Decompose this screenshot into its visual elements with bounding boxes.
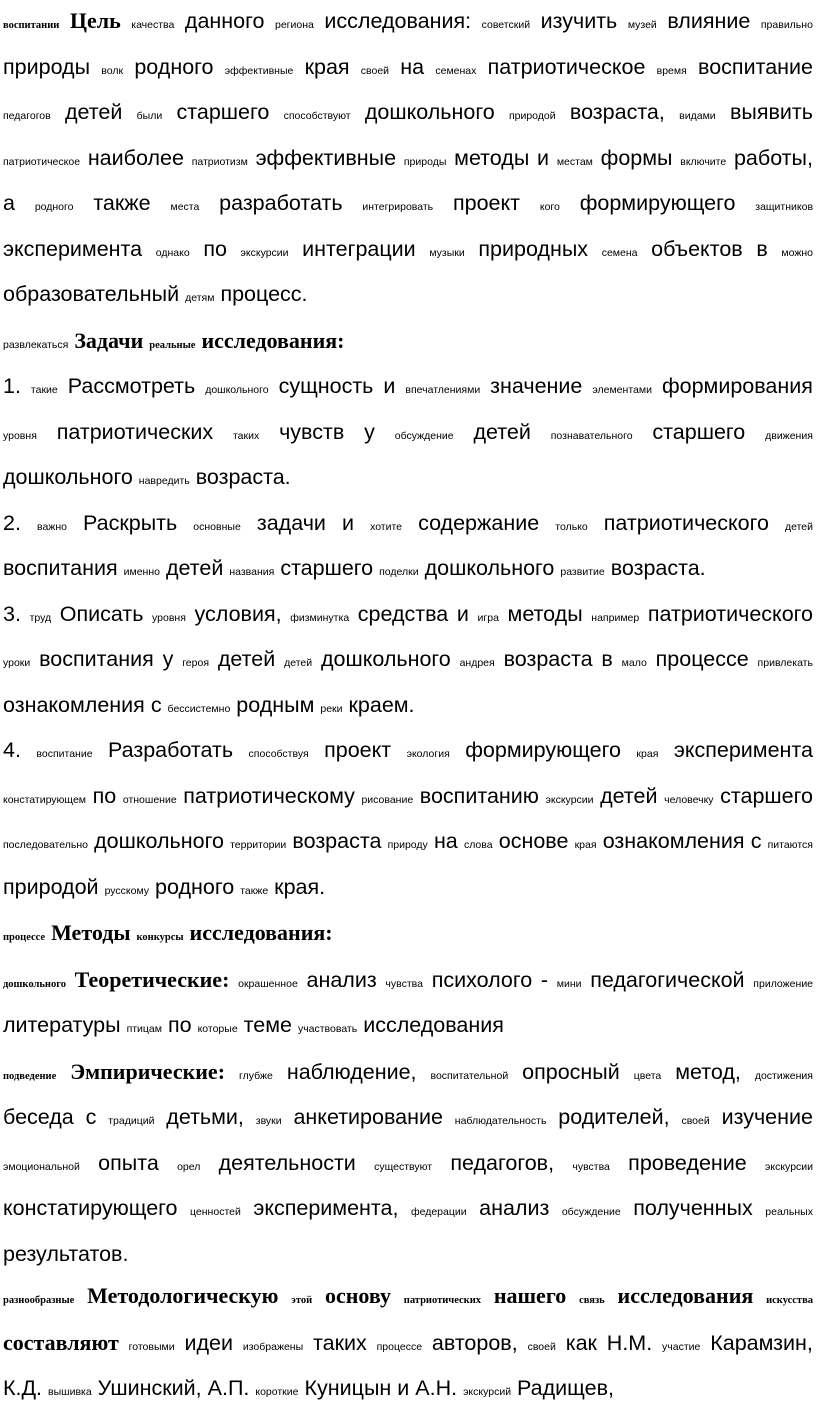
word: дошкольного: [3, 465, 133, 489]
inserted-word: андрея: [459, 657, 495, 669]
inserted-word: своей: [360, 64, 390, 77]
inserted-word: интегрировать: [362, 201, 434, 213]
word: родителей,: [558, 1105, 670, 1129]
word: психолого: [431, 967, 533, 992]
inserted-word: кого: [539, 201, 560, 213]
word: эксперимента: [3, 236, 143, 261]
word: наблюдение,: [286, 1059, 417, 1084]
word: дошкольного: [424, 556, 555, 580]
inserted-word: основные: [193, 520, 241, 533]
inserted-word: разнообразные: [3, 1295, 75, 1306]
inserted-word: обсуждение: [561, 1206, 621, 1218]
inserted-word: реки: [320, 702, 343, 715]
inserted-word: участие: [662, 1340, 701, 1353]
heading-word: Теоретические:: [74, 966, 230, 992]
word: Ушинский,: [97, 1376, 202, 1400]
word: воспитание: [698, 54, 813, 79]
word: деятельности: [218, 1150, 356, 1175]
word: проведение: [628, 1150, 747, 1175]
heading-word: исследования:: [189, 920, 333, 945]
word: теме: [243, 1013, 292, 1037]
word: в: [601, 647, 613, 671]
inserted-word: готовыми: [128, 1340, 175, 1353]
inserted-word: человечку: [664, 793, 714, 806]
word: формы: [600, 145, 673, 170]
inserted-word: слова: [463, 839, 493, 851]
inserted-word: звуки: [255, 1115, 282, 1127]
word: литературы: [3, 1013, 121, 1037]
inserted-word: качества: [131, 19, 175, 31]
inserted-word: названия: [229, 566, 275, 578]
inserted-word: искусства: [766, 1295, 814, 1306]
inserted-word: уровня: [152, 611, 186, 624]
inserted-word: родного: [34, 201, 74, 213]
word: авторов,: [431, 1330, 518, 1355]
heading-word: Методы: [51, 920, 131, 945]
word: данного: [184, 9, 265, 33]
inserted-word: включите: [680, 155, 727, 168]
inserted-word: однако: [155, 246, 190, 259]
inserted-word: региона: [275, 19, 314, 31]
inserted-word: цвета: [633, 1069, 662, 1082]
inserted-word: такие: [30, 384, 58, 396]
word: по: [167, 1013, 192, 1037]
word: Куницын: [304, 1376, 392, 1400]
word: природных: [478, 236, 589, 261]
inserted-word: экскурсии: [240, 246, 289, 259]
inserted-word: рисование: [361, 793, 414, 806]
inserted-word: поделки: [379, 566, 419, 578]
paragraph-task-1: [3, 366, 813, 503]
inserted-word: реальных: [765, 1206, 813, 1218]
inserted-word: своей: [681, 1115, 710, 1127]
word: К.Д.: [3, 1376, 43, 1400]
paragraph-methodology: [3, 1275, 813, 1414]
inserted-word: движения: [765, 429, 813, 442]
word: ознакомления: [3, 692, 145, 717]
inserted-word: территории: [230, 839, 287, 851]
word: 3.: [3, 601, 21, 626]
word: условия,: [194, 601, 282, 626]
inserted-word: процессе: [3, 932, 46, 943]
inserted-word: федерации: [410, 1206, 467, 1218]
inserted-word: эффективные: [224, 64, 294, 77]
word: выявить: [729, 100, 813, 124]
inserted-word: уроки: [3, 657, 31, 669]
word: разработать: [219, 191, 343, 215]
heading-word: составляют: [3, 1329, 119, 1355]
inserted-word: приложение: [753, 977, 814, 990]
word: старшего: [720, 783, 813, 808]
word: основе: [498, 829, 569, 853]
word: полученных: [633, 1196, 753, 1220]
word: и: [537, 145, 550, 170]
word: значение: [490, 374, 583, 398]
word: анкетирование: [293, 1105, 443, 1129]
inserted-word: способствуют: [283, 110, 351, 122]
heading-word: нашего: [493, 1283, 567, 1308]
word: возраста.: [195, 465, 291, 489]
inserted-word: физминутка: [290, 611, 350, 624]
paragraph-task-3: [3, 594, 813, 731]
word: детей: [473, 419, 531, 444]
word: результатов.: [3, 1241, 129, 1266]
word: сущность: [278, 374, 374, 398]
inserted-word: места: [170, 201, 200, 213]
word: беседа: [3, 1105, 74, 1129]
inserted-word: эмоциональной: [3, 1160, 80, 1173]
word: Описать: [59, 601, 144, 626]
word: края.: [274, 874, 326, 899]
inserted-word: последовательно: [3, 839, 88, 851]
inserted-word: именно: [123, 566, 160, 578]
word: патриотического: [603, 510, 769, 535]
word: дошкольного: [320, 647, 451, 671]
inserted-word: развитие: [560, 566, 605, 578]
word: опыта: [98, 1150, 159, 1175]
word: в: [756, 236, 768, 261]
word: Карамзин,: [710, 1330, 813, 1355]
inserted-word: развлекаться: [3, 338, 69, 351]
word: на: [433, 829, 458, 853]
inserted-word: наблюдательность: [454, 1115, 547, 1127]
paragraph-tasks-heading: [3, 320, 813, 367]
word: процесс.: [220, 282, 308, 306]
word: старшего: [176, 100, 270, 124]
word: воспитанию: [419, 783, 539, 808]
inserted-word: хотите: [370, 520, 403, 533]
word: Разработать: [108, 738, 234, 762]
inserted-word: можно: [781, 246, 813, 259]
inserted-word: подведение: [3, 1070, 57, 1082]
word: изучение: [721, 1105, 813, 1129]
word: 2.: [3, 510, 21, 535]
word: возраста,: [569, 100, 665, 124]
word: у: [364, 419, 375, 444]
word: процессе: [655, 647, 749, 671]
paragraph-theoretical: [3, 959, 813, 1051]
inserted-word: реальные: [149, 339, 196, 351]
inserted-word: патриотизм: [191, 155, 248, 168]
word: объектов: [651, 236, 743, 261]
word: дошкольного: [94, 829, 224, 853]
inserted-word: правильно: [760, 19, 813, 31]
inserted-word: традиций: [108, 1115, 155, 1127]
word: детей: [217, 647, 276, 671]
inserted-word: труд: [29, 611, 52, 624]
inserted-word: детей: [284, 657, 313, 669]
word: родного: [134, 54, 214, 79]
inserted-word: таких: [232, 429, 260, 442]
inserted-word: детей: [784, 520, 813, 533]
word: проект: [453, 191, 521, 215]
inserted-word: видами: [679, 110, 716, 122]
word: исследования:: [324, 9, 472, 33]
word: анализ: [306, 967, 377, 992]
inserted-word: природу: [387, 839, 428, 851]
word: идеи: [184, 1330, 233, 1355]
word: краем.: [348, 692, 415, 717]
inserted-word: уровня: [3, 429, 37, 442]
inserted-word: природой: [508, 110, 556, 122]
inserted-word: окрашенное: [238, 977, 298, 990]
inserted-word: элементами: [592, 384, 652, 396]
word: образовательный: [3, 282, 180, 306]
inserted-word: мини: [556, 977, 582, 990]
word: по: [92, 783, 117, 808]
word: патриотическое: [487, 54, 646, 79]
word: с: [150, 692, 162, 717]
word: А.Н.: [415, 1376, 458, 1400]
word: методы: [454, 145, 530, 170]
inserted-word: также: [240, 884, 269, 897]
word: констатирующего: [3, 1196, 178, 1220]
word: задачи: [256, 510, 326, 535]
word: и: [456, 601, 469, 626]
word: патриотическому: [183, 783, 355, 808]
word: Рассмотреть: [67, 374, 196, 398]
word: ознакомления: [602, 829, 745, 853]
word: педагогической: [590, 967, 745, 992]
inserted-word: познавательного: [550, 429, 633, 442]
word: содержание: [418, 510, 540, 535]
word: Раскрыть: [83, 510, 178, 535]
word: и: [397, 1376, 410, 1400]
inserted-word: волк: [101, 64, 124, 77]
inserted-word: русскому: [104, 884, 150, 897]
inserted-word: мало: [621, 657, 647, 669]
inserted-word: экология: [406, 748, 450, 760]
word: с: [750, 829, 762, 853]
word: также: [93, 191, 151, 215]
heading-word: исследования:: [201, 327, 345, 353]
inserted-word: связь: [579, 1295, 605, 1306]
heading-word: Цель: [69, 8, 121, 33]
word: метод,: [675, 1059, 741, 1084]
word: а: [3, 191, 15, 215]
word: старшего: [280, 556, 374, 580]
inserted-word: воспитательной: [430, 1069, 509, 1082]
word: Радищев,: [517, 1376, 614, 1400]
inserted-word: музыки: [429, 246, 465, 259]
inserted-word: экскурсий: [463, 1386, 512, 1398]
inserted-word: этой: [291, 1295, 313, 1306]
inserted-word: края: [574, 839, 597, 851]
inserted-word: героя: [182, 657, 210, 669]
word: формирования: [661, 374, 813, 398]
inserted-word: детям: [185, 292, 215, 304]
inserted-word: констатирующем: [3, 793, 87, 806]
inserted-word: музей: [627, 19, 657, 31]
inserted-word: обсуждение: [394, 429, 454, 442]
word: наиболее: [87, 145, 184, 170]
word: проект: [324, 738, 392, 762]
inserted-word: дошкольного: [205, 384, 269, 396]
inserted-word: игра: [477, 611, 499, 624]
word: края: [304, 54, 350, 79]
word: детей: [165, 556, 224, 580]
inserted-word: природы: [403, 155, 447, 168]
document-body: [3, 0, 813, 1414]
word: анализ: [479, 1196, 550, 1220]
inserted-word: существуют: [374, 1160, 433, 1173]
inserted-word: экскурсии: [545, 793, 594, 806]
word: патриотических: [56, 419, 214, 444]
inserted-word: были: [136, 110, 163, 122]
word: детей: [600, 783, 658, 808]
inserted-word: защитников: [755, 201, 814, 213]
inserted-word: орел: [177, 1160, 201, 1173]
inserted-word: способствуя: [248, 748, 309, 760]
word: средства: [357, 601, 449, 626]
inserted-word: вышивка: [48, 1386, 92, 1398]
word: Н.М.: [606, 1330, 653, 1355]
inserted-word: дошкольного: [3, 978, 66, 990]
inserted-word: конкурсы: [136, 932, 184, 943]
word: интеграции: [302, 236, 416, 261]
inserted-word: отношение: [122, 793, 177, 806]
word: опросный: [522, 1059, 620, 1084]
inserted-word: участвовать: [297, 1023, 358, 1035]
word: воспитания: [39, 647, 154, 671]
inserted-word: короткие: [255, 1386, 299, 1398]
word: детьми,: [166, 1105, 244, 1129]
word: методы: [507, 601, 583, 626]
word: 1.: [3, 374, 21, 398]
word: и: [383, 374, 396, 398]
inserted-word: процессе: [376, 1340, 423, 1353]
word: родного: [155, 874, 235, 899]
inserted-word: впечатлениями: [405, 384, 481, 396]
word: эффективные: [255, 145, 397, 170]
inserted-word: чувства: [572, 1160, 610, 1173]
inserted-word: бессистемно: [167, 702, 231, 715]
inserted-word: чувства: [385, 977, 423, 990]
word: исследования: [363, 1013, 504, 1037]
word: родным: [236, 692, 315, 717]
word: 4.: [3, 738, 21, 762]
inserted-word: семенах: [435, 64, 477, 77]
word: у: [162, 647, 174, 671]
inserted-word: достижения: [754, 1069, 813, 1082]
paragraph-methods-heading: [3, 912, 813, 959]
word: как: [565, 1330, 597, 1355]
inserted-word: края: [636, 748, 659, 760]
word: с: [85, 1105, 97, 1129]
word: природой: [3, 874, 99, 899]
word: патриотического: [647, 601, 813, 626]
inserted-word: педагогов: [3, 110, 51, 122]
word: формирующего: [465, 738, 621, 762]
heading-word: исследования: [617, 1283, 754, 1308]
inserted-word: своей: [527, 1340, 556, 1353]
word: формирующего: [579, 191, 736, 215]
paragraph-task-2: [3, 503, 813, 594]
word: возраста: [292, 829, 382, 853]
word: педагогов,: [450, 1150, 555, 1175]
word: чувств: [279, 419, 345, 444]
word: работы,: [733, 145, 813, 170]
inserted-word: ценностей: [190, 1206, 241, 1218]
word: изучить: [540, 9, 618, 33]
heading-word: основу: [324, 1283, 391, 1308]
word: -: [540, 967, 549, 992]
inserted-word: навредить: [138, 475, 190, 487]
word: А.П.: [207, 1376, 250, 1400]
heading-word: Методологическую: [87, 1283, 279, 1308]
heading-word: Задачи: [74, 327, 144, 353]
paragraph-goal: [3, 0, 813, 320]
inserted-word: только: [555, 520, 588, 533]
word: воспитания: [3, 556, 118, 580]
word: таких: [313, 1330, 367, 1355]
inserted-word: патриотическое: [3, 155, 81, 168]
inserted-word: важно: [37, 520, 67, 533]
word: дошкольного: [364, 100, 495, 124]
word: возраста: [503, 647, 593, 671]
word: эксперимента: [673, 738, 813, 762]
inserted-word: патриотических: [403, 1295, 482, 1306]
word: возраста.: [610, 556, 706, 580]
inserted-word: например: [591, 611, 640, 624]
inserted-word: воспитании: [3, 20, 60, 31]
inserted-word: время: [656, 64, 687, 77]
word: старшего: [652, 419, 746, 444]
word: по: [203, 236, 227, 261]
inserted-word: которые: [197, 1023, 238, 1035]
inserted-word: семена: [601, 246, 638, 259]
word: и: [341, 510, 354, 535]
paragraph-task-4: [3, 730, 813, 912]
word: на: [400, 54, 425, 79]
inserted-word: изображены: [242, 1340, 304, 1353]
word: детей: [65, 100, 123, 124]
word: природы: [3, 54, 91, 79]
inserted-word: питаются: [767, 839, 813, 851]
word: влияние: [667, 9, 751, 33]
inserted-word: местам: [556, 155, 593, 168]
inserted-word: птицам: [126, 1023, 162, 1035]
inserted-word: глубже: [239, 1069, 273, 1082]
heading-word: Эмпирические:: [70, 1058, 226, 1084]
inserted-word: советский: [481, 19, 531, 31]
inserted-word: экскурсии: [765, 1160, 814, 1173]
paragraph-empirical: [3, 1051, 813, 1276]
inserted-word: привлекать: [757, 657, 813, 669]
word: эксперимента,: [253, 1196, 399, 1220]
inserted-word: воспитание: [36, 748, 93, 760]
